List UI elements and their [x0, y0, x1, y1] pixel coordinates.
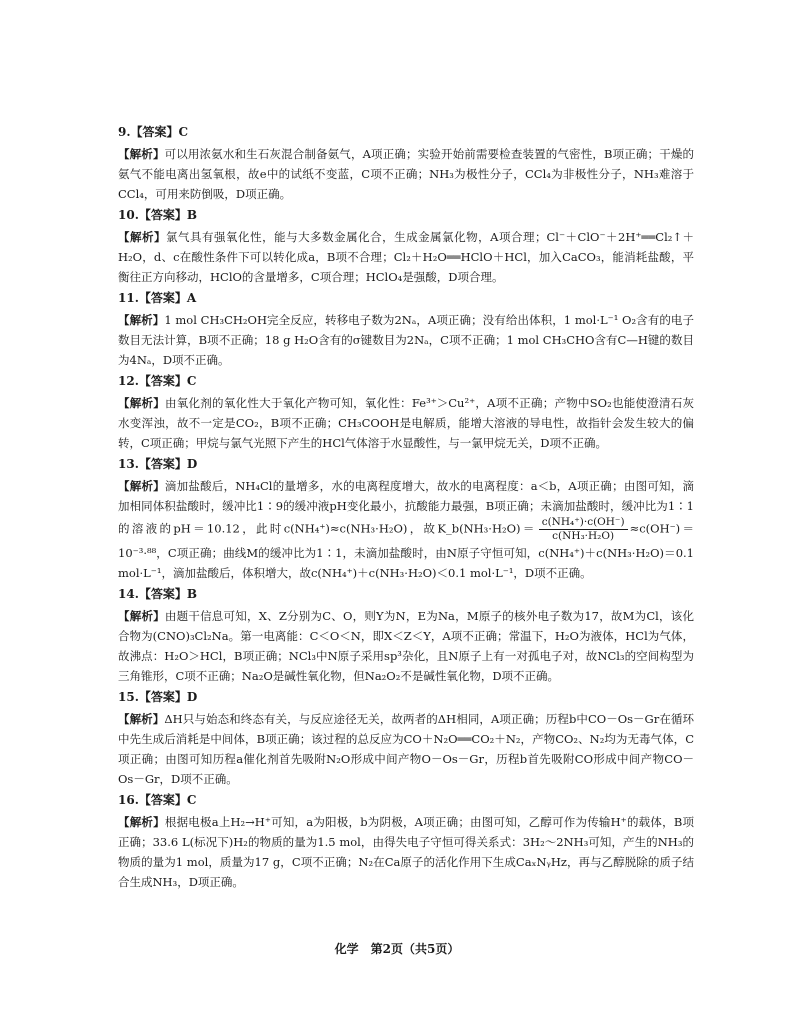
- answer-label: 14.【答案】B: [118, 587, 198, 601]
- analysis-body: 氯气具有强氧化性，能与大多数金属化合，生成金属氯化物，A项合理；Cl⁻＋ClO⁻＋2H⁺══Cl₂↑＋H₂O，d、c在酸性条件下可以转化成a，B项不合理；Cl₂＋H₂O══HClO＋HCl，加入CaCO₃，能消耗盐酸，平衡往正方向移动，HClO的含量增多，C项合理；HClO₄是强酸，D项合理。: [118, 230, 695, 284]
- answer-label: 13.【答案】D: [118, 457, 198, 471]
- analysis-tag: 【解析】: [118, 396, 166, 410]
- question-13: [118, 455, 694, 583]
- analysis-body-part1: 滴加盐酸后，NH₄Cl的量增多，水的电离程度增大，故水的电离程度：a＜b，A项正确；由图可知，滴加相同体积盐酸时，缓冲比1∶9的缓冲液pH变化最小，抗酸能力最强，B项正确；未滴加盐酸时，缓冲比为1∶1的溶液的pH＝10.12，此时c(NH₄⁺)≈c(NH₃·H₂O)，故K_b(NH₃·H₂O)＝: [118, 479, 694, 536]
- question-15: [118, 688, 694, 789]
- analysis-text: [118, 144, 694, 204]
- kb-fraction: [539, 516, 628, 543]
- analysis-text: [118, 476, 694, 583]
- question-11: [118, 289, 694, 370]
- analysis-tag: 【解析】: [118, 712, 165, 726]
- analysis-body: 由题干信息可知，X、Z分别为C、O，则Y为N，E为Na，M原子的核外电子数为17，故M为Cl，该化合物为(CNO)₃Cl₂Na。第一电离能：C＜O＜N，即X＜Z＜Y，A项不正确；常温下，H₂O为液体，HCl为气体，故沸点：H₂O＞HCl，B项正确；NCl₃中N原子采用sp³杂化，且N原子上有一对孤电子对，故NCl₃的空间构型为三角锥形，C项不正确；Na₂O是碱性氧化物，但Na₂O₂不是碱性氧化物，D项不正确。: [118, 609, 695, 683]
- answer-label: 10.【答案】B: [118, 208, 198, 222]
- analysis-tag: 【解析】: [118, 479, 165, 493]
- analysis-body: 由氧化剂的氧化性大于氧化产物可知，氧化性：Fe³⁺＞Cu²⁺，A项不正确；产物中SO₂也能使澄清石灰水变浑浊，故不一定是CO₂，B项不正确；CH₃COOH是电解质，能增大溶液的导电性，故指针会发生较大的偏转，C项正确；甲烷与氯气光照下产生的HCl气体溶于水显酸性，与一氯甲烷无关，D项不正确。: [118, 396, 694, 450]
- answer-label: 15.【答案】D: [118, 690, 198, 704]
- analysis-text: [118, 310, 694, 370]
- answer-label: 16.【答案】C: [118, 793, 197, 807]
- question-16: [118, 791, 694, 892]
- answer-label: 9.【答案】C: [118, 125, 189, 139]
- analysis-text: [118, 606, 694, 686]
- analysis-text: [118, 227, 694, 287]
- analysis-body: 根据电极a上H₂→H⁺可知，a为阳极，b为阴极，A项正确；由图可知，乙醇可作为传输H⁺的载体，B项正确；33.6 L(标况下)H₂的物质的量为1.5 mol，由得失电子守恒可得关系式：3H₂～2NH₃可知，产生的NH₃的物质的量为1 mol，质量为17 g，C项不正确；N₂在Ca原子的活化作用下生成CaₓNᵧHz，再与乙醇脱除的质子结合生成NH₃，D项正确。: [118, 815, 694, 889]
- fraction-numerator: c(NH₄⁺)·c(OH⁻): [539, 516, 628, 530]
- question-12: [118, 372, 694, 453]
- analysis-tag: 【解析】: [118, 609, 165, 623]
- analysis-text: [118, 812, 694, 892]
- question-10: [118, 206, 694, 287]
- fraction-denominator: c(NH₃·H₂O): [552, 530, 615, 542]
- analysis-text: [118, 709, 694, 789]
- analysis-tag: 【解析】: [118, 815, 165, 829]
- answer-label: 12.【答案】C: [118, 374, 197, 388]
- analysis-tag: 【解析】: [118, 313, 165, 327]
- answer-content: [118, 123, 694, 894]
- analysis-tag: 【解析】: [118, 147, 165, 161]
- answer-label: 11.【答案】A: [118, 291, 197, 305]
- question-9: [118, 123, 694, 204]
- analysis-tag: 【解析】: [118, 230, 167, 244]
- question-14: [118, 585, 694, 686]
- analysis-body: 可以用浓氨水和生石灰混合制备氨气，A项正确；实验开始前需要检查装置的气密性，B项正确；干燥的氨气不能电离出氢氧根，故e中的试纸不变蓝，C项不正确；NH₃为极性分子，CCl₄为非极性分子，NH₃难溶于CCl₄，可用来防倒吸，D项正确。: [118, 147, 694, 201]
- analysis-body-part2: ≈c(OH⁻)＝10⁻³·⁸⁸，C项正确；曲线M的缓冲比为1∶1，未滴加盐酸时，由N原子守恒可知，c(NH₄⁺)＋c(NH₃·H₂O)＝0.1 mol·L⁻¹，滴加盐酸后，体积增大，故c(NH₄⁺)＋c(NH₃·H₂O)＜0.1 mol·L⁻¹，D项不正确。: [118, 521, 694, 580]
- page-footer: 化学 第2页（共5页）: [334, 942, 460, 956]
- analysis-body: 1 mol CH₃CH₂OH完全反应，转移电子数为2Nₐ，A项正确；没有给出体积，1 mol·L⁻¹ O₂含有的电子数目无法计算，B项不正确；18 g H₂O含有的σ键数目为2Nₐ，C项不正确；1 mol CH₃CHO含有C—H键的数目为4Nₐ，D项不正确。: [118, 313, 695, 367]
- analysis-body: ΔH只与始态和终态有关，与反应途径无关，故两者的ΔH相同，A项正确；历程b中CO－Os－Gr在循环中先生成后消耗是中间体，B项正确；该过程的总反应为CO＋N₂O══CO₂＋N₂，产物CO₂、N₂均为无毒气体，C项正确；由图可知历程a催化剂首先吸附N₂O形成中间产物O－Os－Gr，历程b首先吸附CO形成中间产物CO－Os－Gr，D项不正确。: [118, 712, 695, 786]
- analysis-text: [118, 393, 694, 453]
